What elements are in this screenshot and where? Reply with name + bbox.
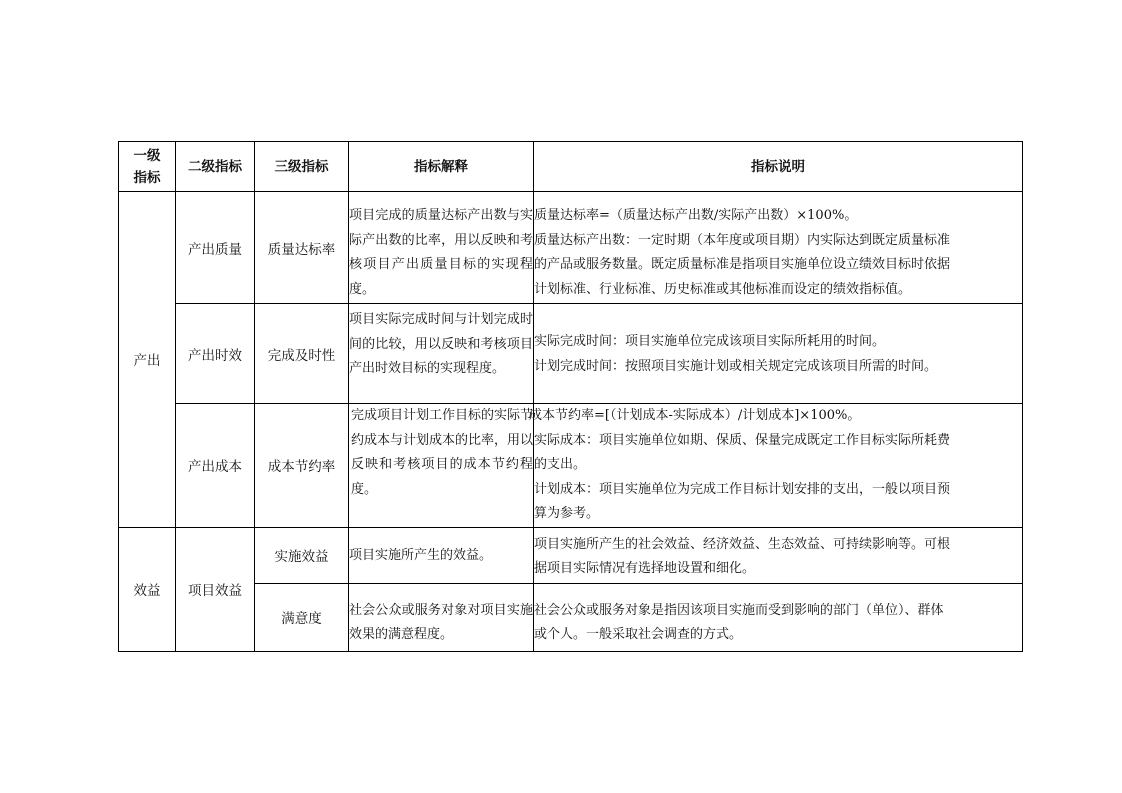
level1-output: 产出 (119, 192, 176, 528)
description-line: 据项目实际情况有选择地设置和细化。 (534, 561, 756, 576)
explain-cell: 完成项目计划工作目标的实际节约成本与计划成本的比率，用以反映和考核项目的成本节约程度。 (349, 404, 534, 528)
level2-cell: 产出质量 (176, 192, 255, 304)
level3-cell: 完成及时性 (255, 304, 349, 404)
description-cell (529, 404, 1023, 528)
description-line: 算为参考。 (534, 506, 600, 521)
header-level2: 二级指标 (176, 142, 255, 192)
description-line: 的支出。 (534, 457, 587, 472)
table-row (119, 404, 1023, 528)
header-row (119, 142, 1023, 192)
level3-cell: 成本节约率 (255, 404, 349, 528)
description-line: 项目实施所产生的社会效益、经济效益、生态效益、可持续影响等。可根 (534, 536, 951, 552)
table-row (119, 192, 1023, 304)
description-line: 计划标准、行业标准、历史标准或其他标准而设定的绩效指标值。 (534, 281, 912, 297)
header-level1-line2: 指标 (133, 169, 161, 186)
table-row (119, 583, 1023, 651)
level3-cell: 质量达标率 (255, 192, 349, 304)
level2-cell: 产出时效 (176, 304, 255, 404)
description-line: 质量达标率=（质量达标产出数/实际产出数）×100%。 (534, 208, 858, 223)
description-line: 的产品或服务数量。既定质量标准是指项目实施单位设立绩效目标时依据 (534, 257, 951, 272)
header-explain: 指标解释 (349, 142, 534, 192)
description-line: 计划成本：项目实施单位为完成工作目标计划安排的支出，一般以项目预 (534, 481, 951, 497)
explain-cell: 项目完成的质量达标产出数与实际产出数的比率，用以反映和考核项目产出质量目标的实现程度。 (349, 192, 534, 304)
description-cell (534, 304, 1023, 404)
level2-cell: 产出成本 (176, 404, 255, 528)
description-line: 或个人。一般采取社会调查的方式。 (534, 627, 743, 642)
level1-benefit: 效益 (119, 527, 176, 651)
table-row (119, 527, 1023, 583)
header-description: 指标说明 (534, 142, 1023, 192)
header-level1 (119, 142, 176, 192)
level3-cell: 实施效益 (255, 527, 349, 583)
description-line: 质量达标产出数：一定时期（本年度或项目期）内实际达到既定质量标准 (534, 232, 951, 248)
table-row (119, 304, 1023, 404)
description-cell (534, 192, 1023, 304)
description-line: 成本节约率=[（计划成本-实际成本）/计划成本]×100%。 (529, 408, 861, 423)
header-level1-line1: 一级 (133, 147, 161, 164)
explain-cell: 社会公众或服务对象对项目实施效果的满意程度。 (349, 583, 534, 651)
description-line: 社会公众或服务对象是指因该项目实施而受到影响的部门（单位）、群体 (534, 602, 944, 618)
level2-cell: 项目效益 (176, 527, 255, 651)
explain-cell: 项目实施所产生的效益。 (349, 527, 534, 583)
description-line: 计划完成时间：按照项目实施计划或相关规定完成该项目所需的时间。 (534, 358, 938, 374)
indicator-table (118, 141, 1023, 652)
header-level3: 三级指标 (255, 142, 349, 192)
description-cell (534, 583, 1023, 651)
description-line: 实际成本：项目实施单位如期、保质、保量完成既定工作目标实际所耗费 (534, 432, 951, 448)
description-line: 实际完成时间：项目实施单位完成该项目实际所耗用的时间。 (534, 334, 886, 349)
explain-cell: 项目实际完成时间与计划完成时间的比较，用以反映和考核项目产出时效目标的实现程度。 (349, 304, 534, 404)
description-cell (534, 527, 1023, 583)
level3-cell: 满意度 (255, 583, 349, 651)
